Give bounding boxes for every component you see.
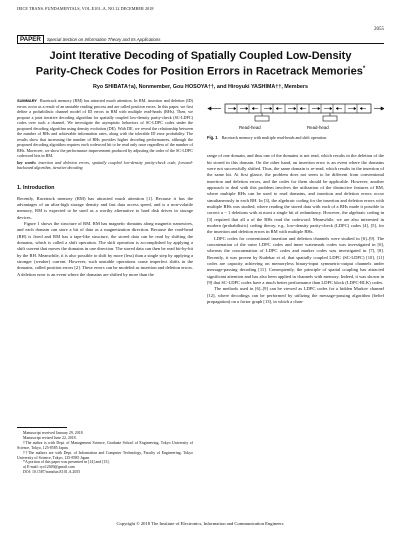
footnote-affiliation-2: ††The authors are with Dept. of Information and Computer Technology, Faculty of Engineering, Tokyo University of Science, Tokyo, 125-8585 Japan. bbox=[17, 450, 193, 460]
title-line-2 bbox=[17, 63, 384, 79]
magnetic-domains bbox=[228, 104, 366, 113]
author-line: Ryo SHIBATA†a), Nonmember, Gou HOSOYA††, and Hiroyuki YASHIMA††, Members bbox=[93, 84, 308, 90]
header-rule bbox=[17, 43, 384, 44]
intro-paragraph-1: Recently, Racetrack memory (RM) has attracted much attention [1]. Because it has the advantages of an ultra-high storage density and fast data access speed, and is a non-volatile memory, RM is expected to be used as a worthy alternative to hard disk drives in storage devices. bbox=[17, 195, 193, 220]
page-number: 2055 bbox=[374, 27, 384, 32]
racetrack-diagram bbox=[207, 98, 384, 172]
running-head: IEICE TRANS. FUNDAMENTALS, VOL.E101–A, NO.12 DECEMBER 2018 bbox=[17, 6, 154, 11]
right-paragraph-2: LDPC codes for conventional insertion and deletion channels were studied in [6]–[9]. The concatenation of the outer LDPC codes and inner watermark codes was investigated in [6], whereas the concatenation of LDPC codes and marker codes was investigated in [7], [8]. Recently, it was proven by Kudekar et al. that spatially coupled LDPC (SC-LDPC) [10], [11] codes are capacity achieving on memoryless binary-input symmetric-output channels under message-passing decoding [11]. Consequently, the principle of spatial coupling has attracted significant attention and has also been applied in channels with memory. Indeed, it was shown in [9] that SC-LDPC codes have a much better performance than LDPC block (LDPC-BLK) codes. bbox=[207, 235, 384, 286]
right-column bbox=[207, 98, 384, 305]
read-head-left-label: Read-head bbox=[239, 125, 261, 130]
footnote-doi: DOI: 10.1587/transfun.E101.A.2055 bbox=[23, 470, 81, 475]
left-column bbox=[17, 98, 193, 278]
shift-arrow-left bbox=[208, 107, 221, 110]
title-line-1: Joint Iterative Decoding of Spatially Coupled Low-Density bbox=[49, 50, 352, 62]
footnote-email: a) E-mail: ryo12049@gmail.com bbox=[23, 465, 75, 470]
figure-label: Fig. 1 bbox=[207, 135, 218, 140]
footnotes bbox=[17, 427, 193, 475]
keywords bbox=[17, 160, 193, 171]
special-section-label: Special Section on Information Theory and Its Applications bbox=[46, 37, 161, 42]
footnote-affiliation-1: †The author is with Dept. of Management Science, Graduate School of Engineering, Tokyo University of Science, Tokyo, 125-8585 Japan. bbox=[17, 440, 193, 450]
introduction-body bbox=[17, 196, 193, 278]
figure-racetrack-memory bbox=[207, 98, 384, 172]
footnote-rule bbox=[17, 427, 67, 428]
section-heading-introduction: 1. Introduction bbox=[17, 184, 55, 191]
copyright-notice: Copyright © 2018 The Institute of Electronics, Information and Communication Engineers bbox=[116, 521, 284, 526]
abstract-text: Racetrack memory (RM) has attracted much attention. In RM, insertion and deletion (ID) errors occur as a result of an unstable reading process and are called position errors. In this paper, we first define a probabilistic channel model of ID errors in RM with multiple read-heads (RHs). Then, we propose a joint iterative decoding algorithm for spatially coupled low-density parity-check (SC-LDPC) codes over such a channel. We investigate the asymptotic behaviors of SC-LDPC codes under the proposed decoding algorithm using density evolution (DE). With DE, we reveal the relationship between the number of RHs and achievable information rates, along with the tolerable ID error probability. The results show that increasing the number of RHs provides higher decoding performances, although the proposed decoding algorithm requires each codeword bit to be read only once regardless of the number of RHs. Moreover, we show the performance improvement produced by adjusting the order of the SC-LDPC codeword bits in RM. bbox=[17, 98, 193, 158]
paper-title bbox=[17, 50, 384, 79]
intro-paragraph-2: Figure 1 shows the structure of RM. RM has magnetic domains along magnetic nanowires, and each domain can store a bit of data as a magnetization direction. Because the read-head (RH) is fixed and RM has a tape-like structure, the stored data can be read by shifting the domains, which is called a shift operation. The shift operation is accomplished by applying a shift current that moves the domains in one direction. The stored data can then be read bit-by-bit by the RH. Meanwhile, it is also possible to shift by more (less) than a single step by applying a stronger (weaker) current. However, such unstable operations cause imperfect shifts in the domains, called position errors [2]. These errors can be modeled as insertion and deletion errors. A deletion error is an event where the domains are shifted by more than the bbox=[17, 220, 193, 277]
footnote-presented: *A portion of this paper was presented in [14] and [15]. bbox=[23, 460, 110, 465]
paper-type-badge: PAPER bbox=[17, 35, 44, 44]
read-head-right-label: Read-head bbox=[307, 125, 329, 130]
keywords-text: insertion and deletion errors, spatially coupled low-density parity-check code, forward-backward algorithm, iterative decoding bbox=[17, 159, 193, 170]
title-footnote-mark: * bbox=[362, 66, 366, 72]
abstract-label: SUMMARY bbox=[17, 98, 37, 103]
shift-arrow-right bbox=[374, 107, 384, 110]
keywords-label: key words: bbox=[17, 159, 37, 165]
read-head-right bbox=[323, 113, 337, 121]
read-head-left bbox=[255, 113, 269, 121]
title-line-2-text: Parity-Check Codes for Position Errors in Racetrack Memories bbox=[35, 65, 363, 78]
abstract bbox=[17, 98, 193, 159]
footnote-revised: Manuscript revised June 22, 2018. bbox=[23, 435, 77, 440]
figure-caption-text: Racetrack memory with multiple read-heads and shift operation. bbox=[221, 135, 328, 140]
right-paragraph-3: The methods used in [6]–[9] can be viewed as LDPC codes for a hidden Markov channel [12], where decodings can be performed by utilizing the message-passing algorithm (belief propagation) on a factor graph [13], in which a chan- bbox=[207, 286, 384, 305]
footnote-received: Manuscript received January 29, 2018. bbox=[23, 431, 84, 435]
right-column-body bbox=[207, 153, 384, 305]
right-paragraph-1: range of one domain, and thus one of the domains is not read, which results in the deletion of the bit stored in this domain. On the other hand, an insertion error is an event where the domains were not successfully shifted. Thus, the same domain is re-read, which results in the insertion of the same bit. At first glance, the problem does not seem to be different from conventional insertion and deletion errors, and the codes for them should be applicable. However, another approach to deal with this problem involves the utilization of the distinctive features of RM, where multiple RHs can be used to read domains, and insertion and deletion errors occur simultaneously in each RH. In [3], the algebraic coding for the insertion and deletion errors with multiple RHs was studied, where reading the stored data with each of a RHs made it possible to correct a − 1 deletions with at most a single bit of redundancy. However, the algebraic coding in [3] required that all a of the RHs read the codeword. Meanwhile, we are also interested in modern (probabilistic) coding theory, e.g., low-density parity-check (LDPC) codes [4], [5], for the insertion and deletion errors in RM with multiple RHs. bbox=[207, 153, 384, 235]
